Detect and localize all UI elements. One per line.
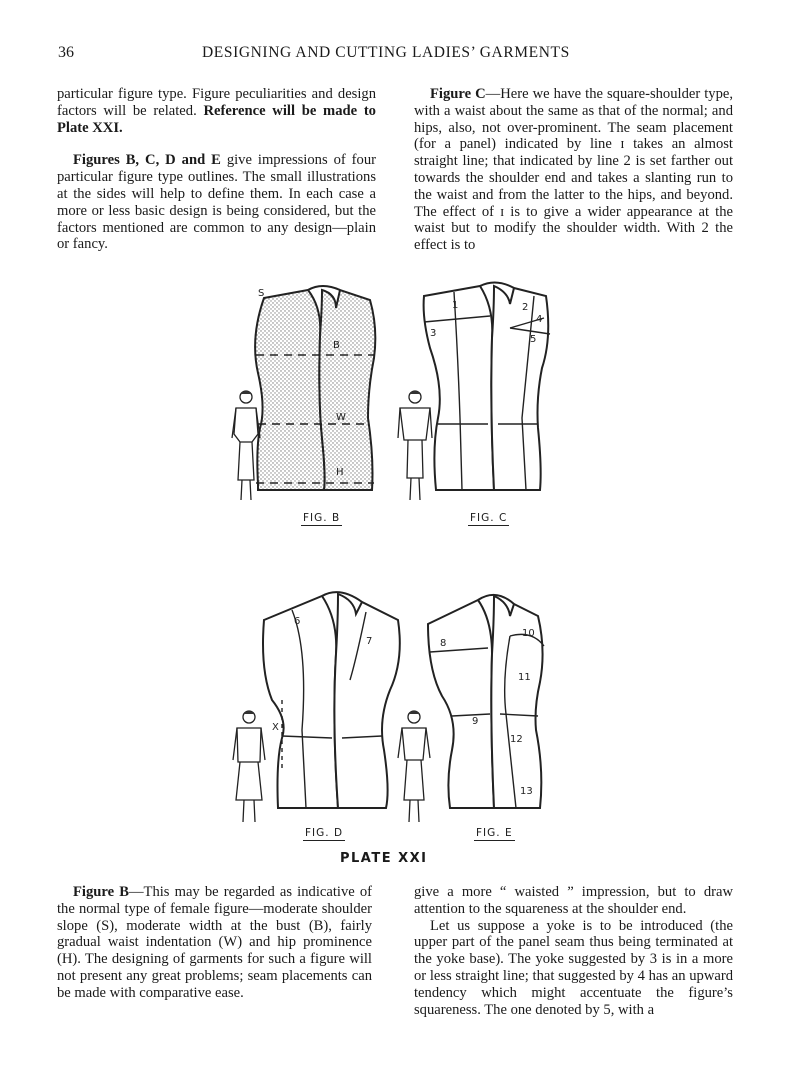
mark-11: 11 (518, 672, 531, 683)
paragraph: particular figure type. Figure peculiarities and design factors will be related. Reference will be made to Plate XXI. (57, 86, 376, 136)
fig-c-label: FIG. C (470, 512, 508, 524)
mark-2: 2 (522, 302, 529, 313)
mark-4: 4 (536, 314, 543, 325)
paragraph: Figure B—This may be regarded as indicative of the normal type of female figure—moderate shoulder slope (S), moderate width at the bust (B), fairly gradual waist indentation (W) and hip prominence (H). The designing of garments for such a figure will not present any great problems; seam placements can be made with comparative ease. (57, 884, 372, 1001)
figure-c (418, 278, 563, 530)
mark-6: 6 (294, 616, 301, 627)
mark-5: 5 (530, 334, 537, 345)
mark-9: 9 (472, 716, 479, 727)
paragraph: give a more “ waisted ” impression, but to draw attention to the squareness at the shoulder end. (414, 884, 733, 917)
fig-b-label: FIG. B (303, 512, 341, 524)
page-number: 36 (58, 44, 74, 61)
page-header (52, 44, 752, 70)
mark-w: W (336, 412, 346, 423)
running-title: DESIGNING AND CUTTING LADIES’ GARMENTS (202, 44, 570, 61)
fig-e-label: FIG. E (476, 827, 513, 839)
mark-h: H (336, 467, 344, 478)
text-column-top-left (57, 86, 376, 253)
small-figure-illustration (230, 708, 268, 828)
bold-lead: Figures B, C, D and E (73, 152, 221, 169)
text-column-bottom-left (57, 884, 372, 1002)
text-column-top-right (414, 86, 733, 254)
figure-c-drawing (418, 278, 563, 508)
mark-10: 10 (522, 628, 535, 639)
mark-x: X (272, 722, 279, 733)
fig-d-label: FIG. D (305, 827, 344, 839)
bold-lead: Figure C (430, 86, 486, 102)
mark-7: 7 (366, 636, 373, 647)
text-column-bottom-right (414, 884, 733, 1018)
mark-8: 8 (440, 638, 447, 649)
figure-e-drawing (420, 590, 565, 822)
bold-reference: Reference will be made to Plate XXI. (57, 102, 376, 136)
mark-1: 1 (452, 300, 459, 311)
plate-caption: PLATE XXI (340, 851, 428, 866)
paragraph: Let us suppose a yoke is to be introduced (the upper part of the panel seam thus being terminated at the yoke base). The yoke suggested by 3 is in a more or less straight line; that suggested by 4 has an upward tendency which might accentuate the figure’s squareness. The one denoted by 5, with a (414, 917, 733, 1018)
mark-13: 13 (520, 786, 533, 797)
mark-12: 12 (510, 734, 523, 745)
mark-b: B (333, 340, 340, 351)
mark-3: 3 (430, 328, 437, 339)
small-figure-illustration (228, 388, 264, 506)
figure-e (420, 590, 565, 846)
paragraph: Figures B, C, D and E give impressions of four particular figure type outlines. The small illustrations at the sides will help to define them. In each case a more or less basic design is being considered, but the factors mentioned are common to any design—plain or fancy. (57, 152, 376, 253)
figure-d (258, 590, 408, 846)
figure-d-drawing (258, 590, 408, 822)
mark-s: S (258, 288, 265, 299)
paragraph: Figure C—Here we have the square-shoulder type, with a waist about the same as that of the normal; and hips, also, not over-prominent. The seam placement (for a panel) indicated by line ɪ takes an almost straight line; that indicated by line 2 is set farther out towards the shoulder end and takes a slanting run to the waist and from the latter to the hips, and beyond. The effect of ɪ is to give a wider appearance at the waist but to modify the shoulder width. With 2 the effect is to (414, 86, 733, 254)
bold-lead: Figure B (73, 884, 129, 900)
